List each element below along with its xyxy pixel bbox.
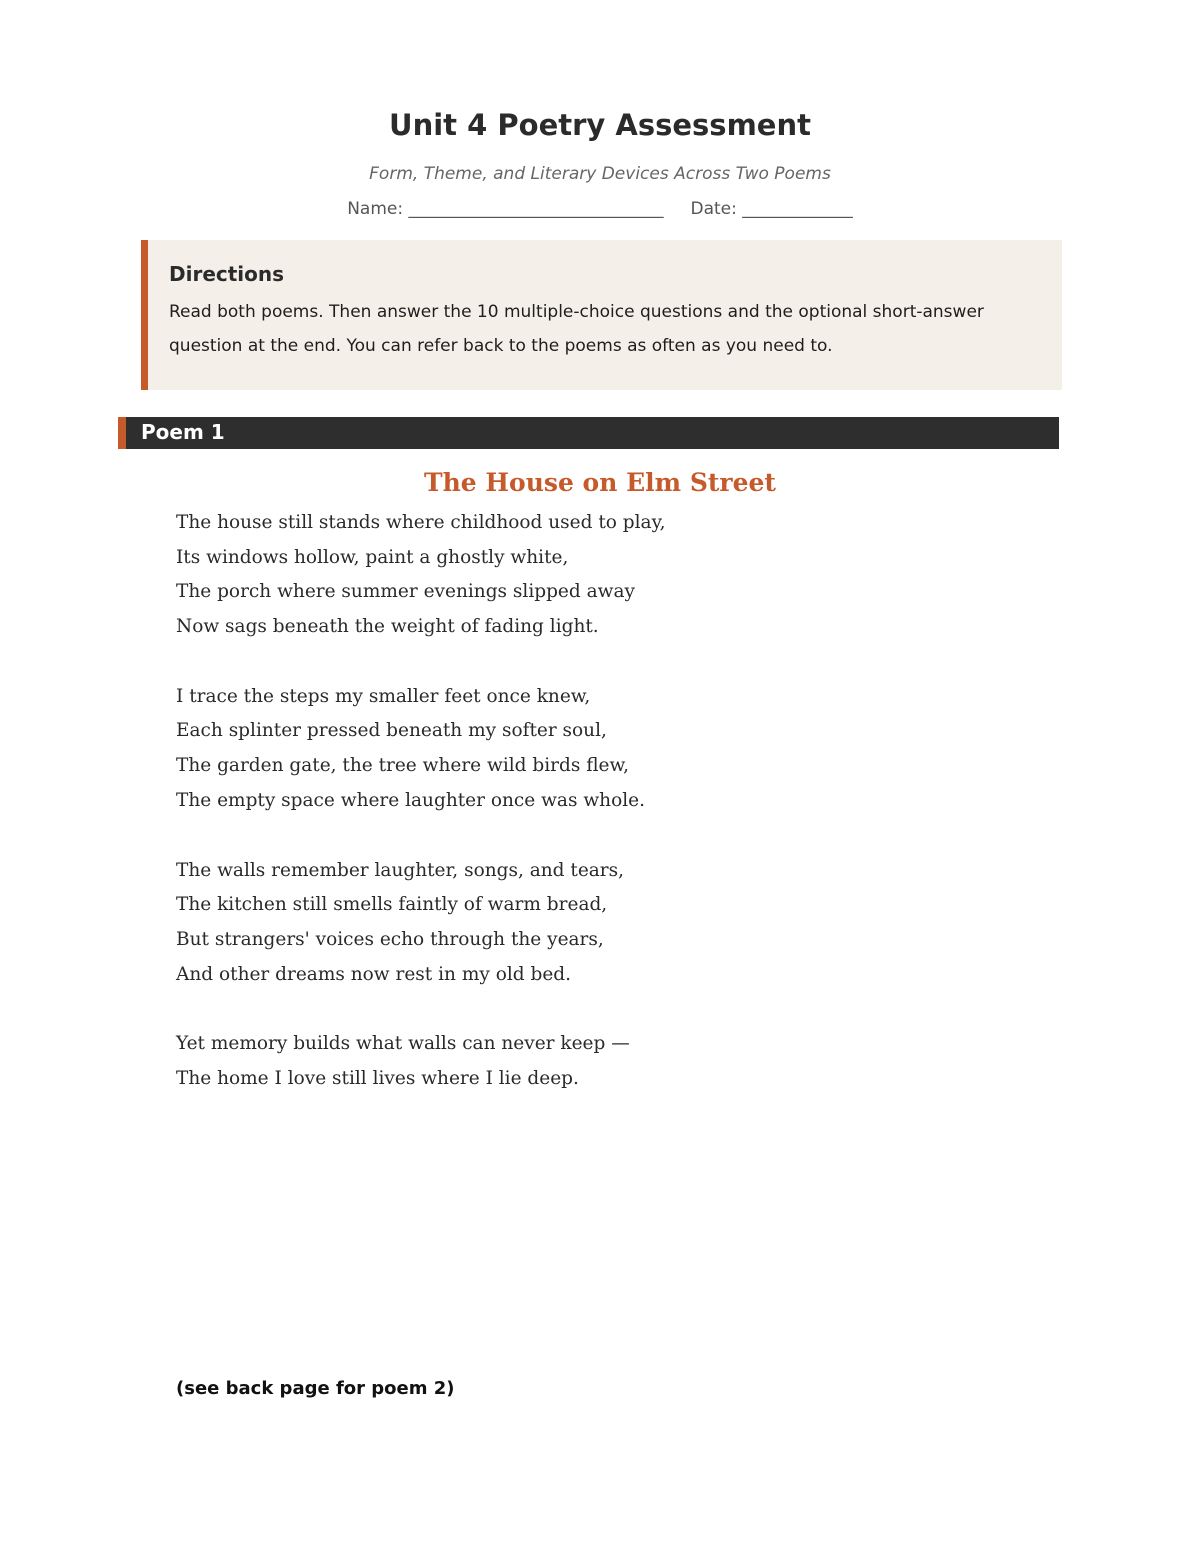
name-date-line: Name: ______________________________ Date: _____________ xyxy=(347,199,853,219)
poem-line: I trace the steps my smaller feet once knew, xyxy=(176,685,591,707)
poem-line: The house still stands where childhood used to play, xyxy=(176,512,666,533)
poem-line: Yet memory builds what walls can never keep — xyxy=(176,1033,630,1055)
poem-line: The kitchen still smells faintly of warm bread, xyxy=(176,894,608,916)
poem-line: The garden gate, the tree where wild birds flew, xyxy=(176,755,630,777)
poem-line: The walls remember laughter, songs, and tears, xyxy=(176,859,625,881)
poem-line: And other dreams now rest in my old bed. xyxy=(176,963,571,985)
section-header-bar xyxy=(118,417,1059,449)
back-page-note: (see back page for poem 2) xyxy=(176,1378,455,1399)
poem-line: But strangers' voices echo through the years, xyxy=(176,928,604,950)
directions-text: Read both poems. Then answer the 10 multiple-choice questions and the optional short-answer question at the end. You can refer back to the poems as often as you need to. xyxy=(169,302,984,356)
poem-body xyxy=(176,506,876,1132)
directions-box xyxy=(141,240,1062,390)
directions-heading: Directions xyxy=(169,262,285,286)
poem-line: Now sags beneath the weight of fading light. xyxy=(176,616,599,638)
poem-stanza xyxy=(176,506,876,645)
page-subtitle: Form, Theme, and Literary Devices Across Two Poems xyxy=(369,164,831,184)
page-title: Unit 4 Poetry Assessment xyxy=(389,108,811,142)
poem-stanza xyxy=(176,854,876,993)
section-label: Poem 1 xyxy=(141,420,225,444)
poem-stanza xyxy=(176,1027,876,1096)
poem-line: The empty space where laughter once was whole. xyxy=(176,789,645,811)
poem-line: The porch where summer evenings slipped away xyxy=(176,581,635,603)
poem-line: Its windows hollow, paint a ghostly white, xyxy=(176,546,569,568)
poem-title: The House on Elm Street xyxy=(424,468,776,497)
poem-line: Each splinter pressed beneath my softer soul, xyxy=(176,720,607,742)
poem-stanza xyxy=(176,680,876,819)
poem-line: The home I love still lives where I lie deep. xyxy=(176,1067,579,1089)
